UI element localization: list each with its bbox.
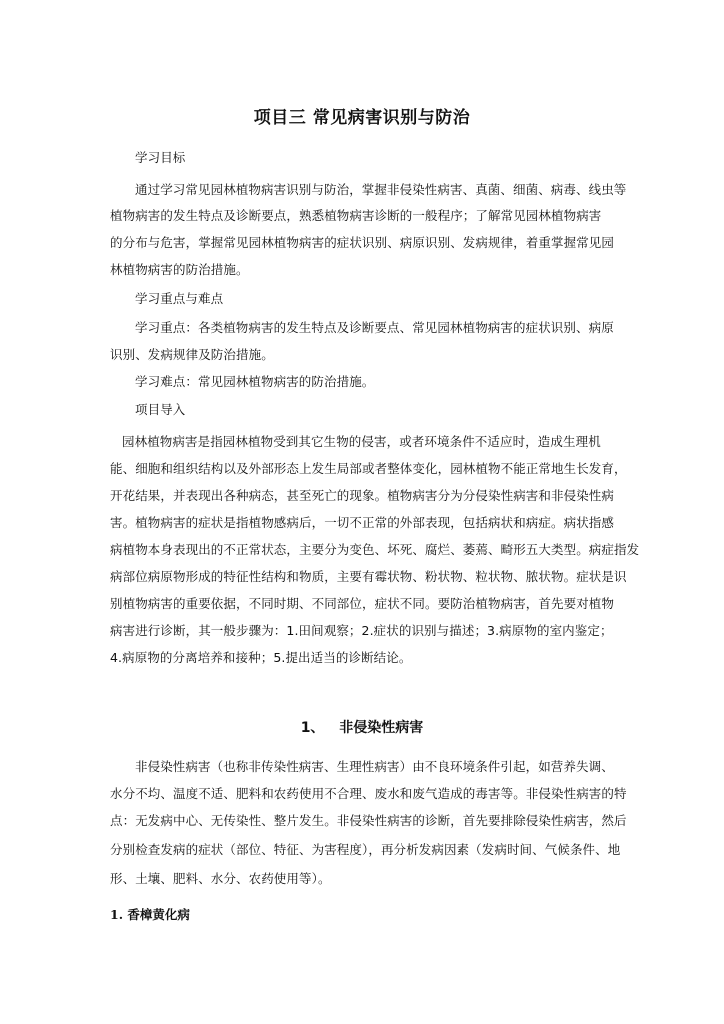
section-line-2: 水分不均、温度不适、肥料和农药使用不合理、废水和废气造成的毒害等。非侵染性病害的特 <box>110 786 627 801</box>
section-line-4: 分别检查发病的症状（部位、特征、为害程度），再分析发病因素（发病时间、气候条件、地 <box>110 842 621 857</box>
intro-line-1: 园林植物病害是指园林植物受到其它生物的侵害，或者环境条件不适应时，造成生理机 <box>122 434 601 449</box>
intro-line-6: 病部位病原物形成的特征性结构和物质，主要有霉状物、粉状物、粒状物、脓状物。症状是识 <box>110 569 627 584</box>
intro-line-5: 病植物本身表现出的不正常状态，主要分为变色、坏死、腐烂、萎蔫、畸形五大类型。病症指发 <box>110 542 640 557</box>
page-title: 项目三 常见病害识别与防治 <box>253 108 471 128</box>
objectives-line-3: 的分布与危害，掌握常见园林植物病害的症状识别、病原识别、发病规律，着重掌握常见园 <box>110 235 615 250</box>
objectives-line-2: 植物病害的发生特点及诊断要点，熟悉植物病害诊断的一般程序；了解常见园林植物病害 <box>110 208 602 223</box>
difficulty-line: 学习难点：常见园林植物病害的防治措施。 <box>135 374 375 389</box>
section-line-5: 形、土壤、肥料、水分、农药使用等）。 <box>110 871 331 886</box>
intro-line-8: 病害进行诊断，其一般步骤为：1.田间观察；2.症状的识别与描述；3.病原物的室内鉴定； <box>110 623 613 638</box>
intro-line-3: 开花结果，并表现出各种病态，甚至死亡的现象。植物病害分为分侵染性病害和非侵染性病 <box>110 488 615 503</box>
key-points-line-1: 学习重点：各类植物病害的发生特点及诊断要点、常见园林植物病害的症状识别、病原 <box>135 320 614 335</box>
intro-line-4: 害。植物病害的症状是指植物感病后，一切不正常的外部表现，包括病状和病症。病状指感 <box>110 515 615 530</box>
section-line-1: 非侵染性病害（也称非传染性病害、生理性病害）由不良环境条件引起，如营养失调、 <box>135 759 614 774</box>
intro-line-7: 别植物病害的重要依据，不同时期、不同部位，症状不同。要防治植物病害，首先要对植物 <box>110 596 615 611</box>
section-line-3: 点：无发病中心、无传染性、整片发生。非侵染性病害的诊断，首先要排除侵染性病害，然后 <box>110 813 627 828</box>
key-points-line-2: 识别、发病规律及防治措施。 <box>110 347 274 362</box>
objectives-line-4: 林植物病害的防治措施。 <box>110 262 249 277</box>
objectives-line-1: 通过学习常见园林植物病害识别与防治，掌握非侵染性病害、真菌、细菌、病毒、线虫等 <box>135 182 627 197</box>
intro-line-9: 4.病原物的分离培养和接种；5.提出适当的诊断结论。 <box>110 650 412 665</box>
intro-line-2: 能、细胞和组织结构以及外部形态上发生局部或者整体变化，园林植物不能正常地生长发育， <box>110 461 627 476</box>
intro-heading: 项目导入 <box>135 402 186 417</box>
section-heading: 1、 非侵染性病害 <box>300 720 424 736</box>
key-points-heading: 学习重点与难点 <box>135 291 224 306</box>
subsection-heading: 1. 香樟黄化病 <box>110 907 190 922</box>
objectives-heading: 学习目标 <box>135 150 186 165</box>
